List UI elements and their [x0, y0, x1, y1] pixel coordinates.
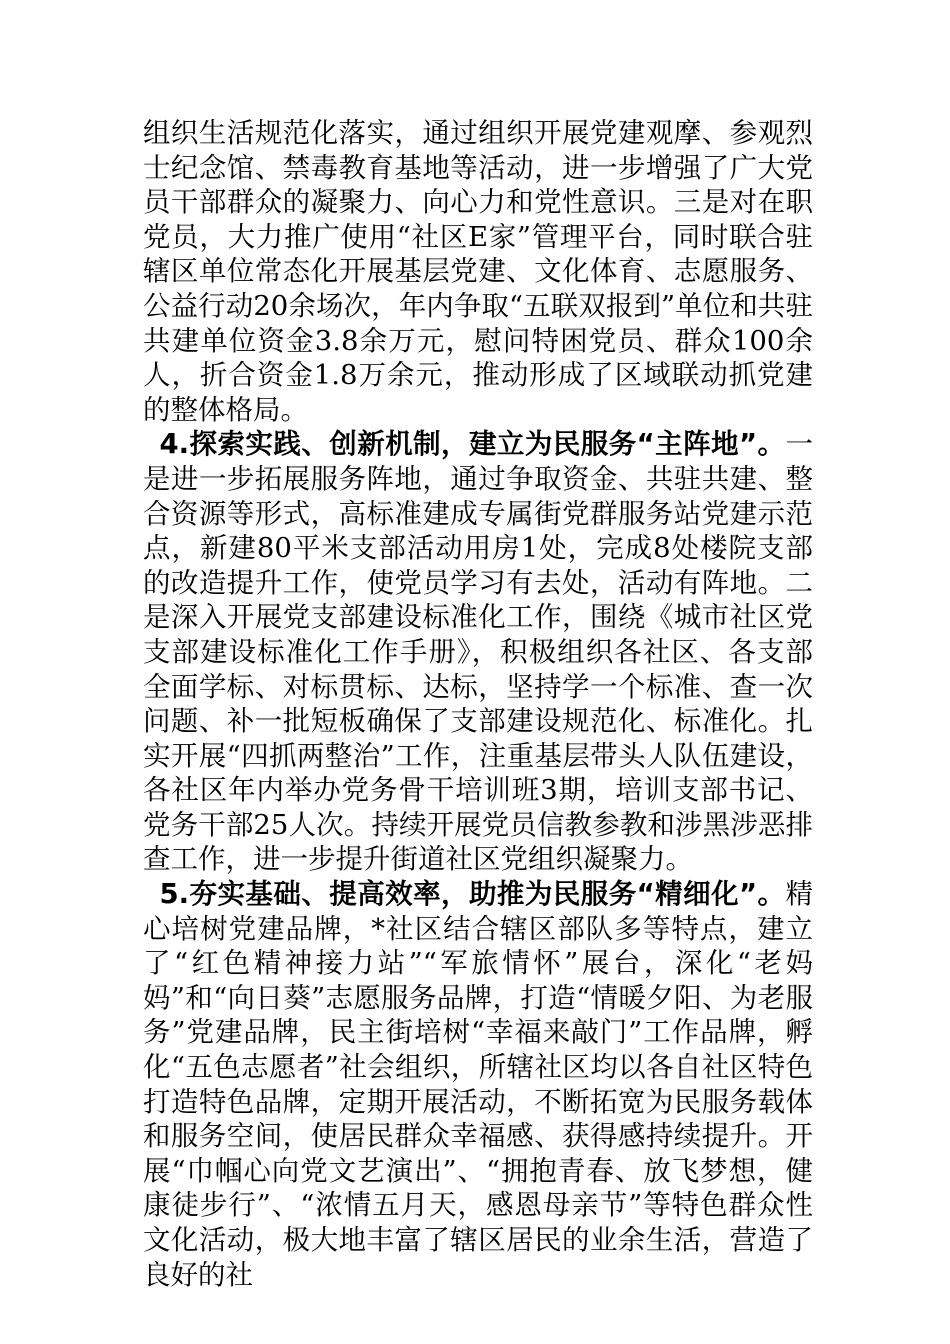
section-5-body: 精心培树党建品牌，*社区结合辖区部队多等特点，建立了“红色精神接力站”“军旅情怀”展台，深化“老妈妈”和“向日葵”志愿服务品牌，打造“情暖夕阳、为老服务”党建品牌，民主街培树“幸福来敲门”工作品牌，孵化“五色志愿者”社会组织，所辖社区均以各自社区特色打造特色品牌，定期开展活动，不断拓宽为民服务载体和服务空间，使居民群众幸福感、获得感持续提升。开展“巾帼心向党文艺演出”、“拥抱青春、放飞梦想，健康徒步行”、“浓情五月天，感恩母亲节”等特色群众性文化活动，极大地丰富了辖区居民的业余生活，营造了良好的社	[143, 878, 813, 1291]
paragraph-continuation: 组织生活规范化落实，通过组织开展党建观摩、参观烈士纪念馆、禁毒教育基地等活动，进一步增强了广大党员干部群众的凝聚力、向心力和党性意识。三是对在职党员，大力推广使用“社区E家”管理平台，同时联合驻辖区单位常态化开展基层党建、文化体育、志愿服务、公益行动20余场次，年内争取“五联双报到”单位和共驻共建单位资金3.8余万元，慰问特困党员、群众100余人，折合资金1.8万余元，推动形成了区域联动抓党建的整体格局。	[143, 117, 813, 426]
section-4-heading: 4.探索实践、创新机制，建立为民服务“主阵地”。	[159, 428, 786, 461]
section-5-heading: 5.夯实基础、提高效率，助推为民服务“精细化”。	[159, 878, 786, 911]
document-body	[143, 116, 813, 1292]
paragraph-section-4	[143, 427, 813, 877]
section-4-body: 一是进一步拓展服务阵地，通过争取资金、共驻共建、整合资源等形式，高标准建成专属街党群服务站党建示范点，新建80平米支部活动用房1处，完成8处楼院支部的改造提升工作，使党员学习有去处，活动有阵地。二是深入开展党支部建设标准化工作，围绕《城市社区党支部建设标准化工作手册》，积极组织各社区、各支部全面学标、对标贯标、达标，坚持学一个标准、查一次问题、补一批短板确保了支部建设规范化、标准化。扎实开展“四抓两整治”工作，注重基层带头人队伍建设，各社区年内举办党务骨干培训班3期，培训支部书记、党务干部25人次。持续开展党员信教参教和涉黑涉恶排查工作，进一步提升街道社区党组织凝聚力。	[143, 428, 813, 876]
paragraph-section-5	[143, 877, 813, 1292]
